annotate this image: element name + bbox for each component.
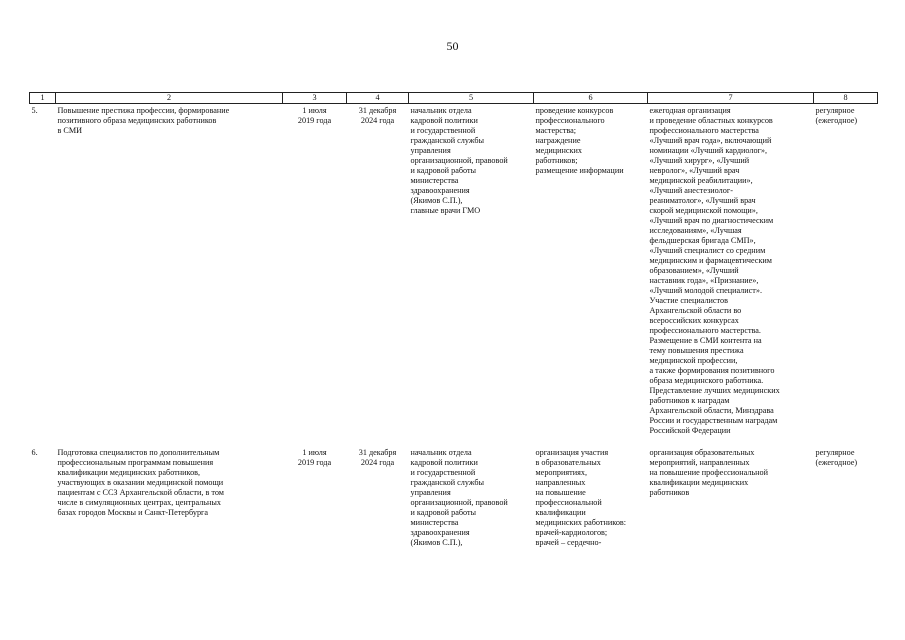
end-date: 31 декабря 2024 года: [358, 106, 397, 125]
frequency: регулярное (ежегодное): [815, 106, 858, 125]
page-number: 50: [446, 39, 459, 53]
column-header: 1: [30, 93, 56, 104]
column-header: 5: [409, 93, 534, 104]
table-row: [30, 106, 878, 436]
activity: проведение конкурсов профессионального мастерства; награждение медицинских работников; размещение информации: [535, 106, 624, 175]
row-number: 5.: [31, 106, 38, 115]
measures-table: [29, 92, 878, 548]
end-date: 31 декабря 2024 года: [358, 448, 397, 467]
column-header: 7: [648, 93, 814, 104]
start-date: 1 июля 2019 года: [297, 448, 332, 467]
column-header: 4: [347, 93, 409, 104]
table-header-row: [30, 93, 878, 104]
result-description: ежегодная организация и проведение областных конкурсов профессионального мастерства «Лучший врач года», включающий номинации «Лучший кардиолог», «Лучший хирург», «Лучший невролог», «Лучший врач медицинской реабилитации», «Лучший анестезиолог- реаниматолог», «Лучший врач скорой медицинской помощи», «Лучший врач по диагностическим исследованиям», «Лучшая фельдшерская бригада СМП», «Лучший специалист со средним медицинским и фармацевтическим образованием», «Лучший наставник года», «Признание», «Лучший молодой специалист». Участие специалистов Архангельской области во всероссийских конкурсах профессионального мастерства. Размещение в СМИ контента на тему повышения престижа медицинской профессии, а также формирования позитивного образа медицинского работника. Представление лучших медицинских работников к наградам Архангельской области, Минздрава России и государственным наградам Российской Федерации: [649, 106, 780, 435]
responsible: начальник отдела кадровой политики и государственной гражданской службы управления организационной, правовой и кадровой работы министерства здравоохранения (Якимов С.П.), главные врачи ГМО: [410, 106, 508, 215]
measure-name: Повышение престижа профессии, формирование позитивного образа медицинских работников в СМИ: [57, 106, 230, 135]
column-header: 3: [283, 93, 347, 104]
table-row: [30, 446, 878, 548]
column-header: 6: [534, 93, 648, 104]
column-header: 2: [56, 93, 283, 104]
row-number: 6.: [31, 448, 38, 457]
activity: организация участия в образовательных мероприятиях, направленных на повышение профессиональной квалификации медицинских работников: врачей-кардиологов; врачей – сердечно-: [535, 448, 627, 547]
column-header: 8: [814, 93, 878, 104]
start-date: 1 июля 2019 года: [297, 106, 332, 125]
result-description: организация образовательных мероприятий, направленных на повышение профессиональной квалификации медицинских работников: [649, 448, 769, 497]
measure-name: Подготовка специалистов по дополнительным профессиональным программам повышения квалификации медицинских работников, участвующих в оказании медицинской помощи пациентам с ССЗ Архангельской области, в том числе в симуляционных центрах, центральных базах городов Москвы и Санкт-Петербурга: [57, 448, 224, 517]
frequency: регулярное (ежегодное): [815, 448, 858, 467]
responsible: начальник отдела кадровой политики и государственной гражданской службы управления организационной, правовой и кадровой работы министерства здравоохранения (Якимов С.П.),: [410, 448, 508, 547]
